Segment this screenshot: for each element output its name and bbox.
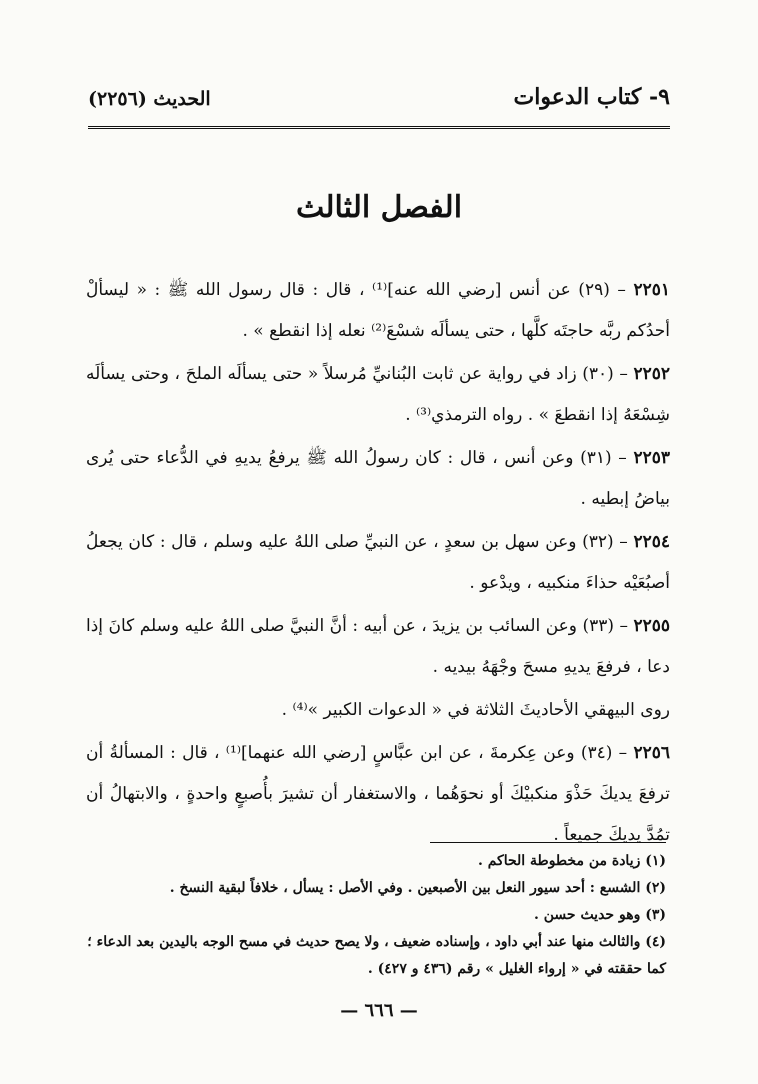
source-note: [86, 690, 670, 731]
hadith-text: – (٣٣) وعن السائب بن يزيدَ ، عن أبيه : أنَّ النبيَّ صلى اللهُ عليه وسلم كانَ إذا دعا ، فرفعَ يديهِ مسحَ وجْهَهُ بيديه .: [86, 616, 670, 677]
hadith-paragraph: [86, 270, 670, 352]
main-text: [86, 270, 670, 858]
hadith-range: الحديث (٢٢٥٦): [88, 88, 211, 110]
hadith-number: ٢٢٥٥: [633, 616, 670, 636]
hadith-paragraph: [86, 522, 670, 604]
footnote: (١) زيادة من مخطوطة الحاكم .: [477, 853, 666, 869]
header-divider: [88, 126, 670, 129]
hadith-paragraph: [86, 733, 670, 856]
hadith-text: – (٣٤) وعن عِكرمةَ ، عن ابن عبَّاسٍ [رضي الله عنهما]⁽¹⁾ ، قال : المسألةُ أن ترفعَ يديكَ حَذْوَ منكبيْكَ أو نحوَهُما ، والاستغفار أن تشيرَ بأُصبعٍ واحدةٍ ، والابتهالُ أن تمُدَّ يديكَ جميعاً .: [86, 743, 670, 845]
footnotes: [86, 848, 666, 983]
section-title: الفصل الثالث: [295, 190, 463, 225]
hadith-number: ٢٢٥٤: [633, 532, 670, 552]
page-number: — ٦٦٦ —: [340, 1000, 418, 1021]
hadith-number: ٢٢٥٦: [633, 743, 670, 763]
hadith-text: – (٢٩) عن أنس [رضي الله عنه]⁽¹⁾ ، قال : قال رسول الله ﷺ : « ليسألْ أحدُكم ربَّه حاجتَه كلَّها ، حتى يسألَه شسْعَ⁽²⁾ نعله إذا انقطع » .: [86, 280, 670, 341]
hadith-paragraph: [86, 606, 670, 688]
hadith-number: ٢٢٥١: [633, 280, 670, 300]
hadith-text: – (٣٠) زاد في رواية عن ثابت البُنانيِّ مُرسلاً « حتى يسألَه الملحَ ، وحتى يسألَه شِسْعَهُ إذا انقطعَ » . رواه الترمذي⁽³⁾ .: [86, 364, 670, 425]
footnote: (٣) وهو حديث حسن .: [534, 907, 666, 923]
footnote: (٢) الشسع : أحد سيور النعل بين الأصبعين . وفي الأصل : يسأل ، خلافاً لبقية النسخ .: [169, 880, 666, 896]
hadith-text: – (٣٢) وعن سهل بن سعدٍ ، عن النبيِّ صلى اللهُ عليه وسلم ، قال : كان يجعلُ أصبُعَيْه حذاءَ منكبيه ، ويدْعو .: [86, 532, 670, 593]
hadith-paragraph: [86, 438, 670, 520]
footnote: (٤) والثالث منها عند أبي داود ، وإسناده ضعيف ، ولا يصح حديث في مسح الوجه باليدين بعد الدعاء ؛ كما حققته في « إرواء الغليل » رقم (٤٣٦ و ٤٢٧) .: [87, 934, 666, 977]
running-header: [88, 84, 670, 120]
hadith-number: ٢٢٥٢: [633, 364, 670, 384]
footnote-divider: [430, 842, 666, 843]
chapter-title: ٩- كتاب الدعوات: [513, 84, 670, 110]
source-note-text: روى البيهقي الأحاديثَ الثلاثة في « الدعوات الكبير »⁽⁴⁾ .: [281, 700, 670, 720]
hadith-paragraph: [86, 354, 670, 436]
hadith-text: – (٣١) وعن أنس ، قال : كان رسولُ الله ﷺ يرفعُ يديهِ في الدُّعاء حتى يُرى بياضُ إبطيه .: [86, 448, 670, 509]
hadith-number: ٢٢٥٣: [633, 448, 670, 468]
